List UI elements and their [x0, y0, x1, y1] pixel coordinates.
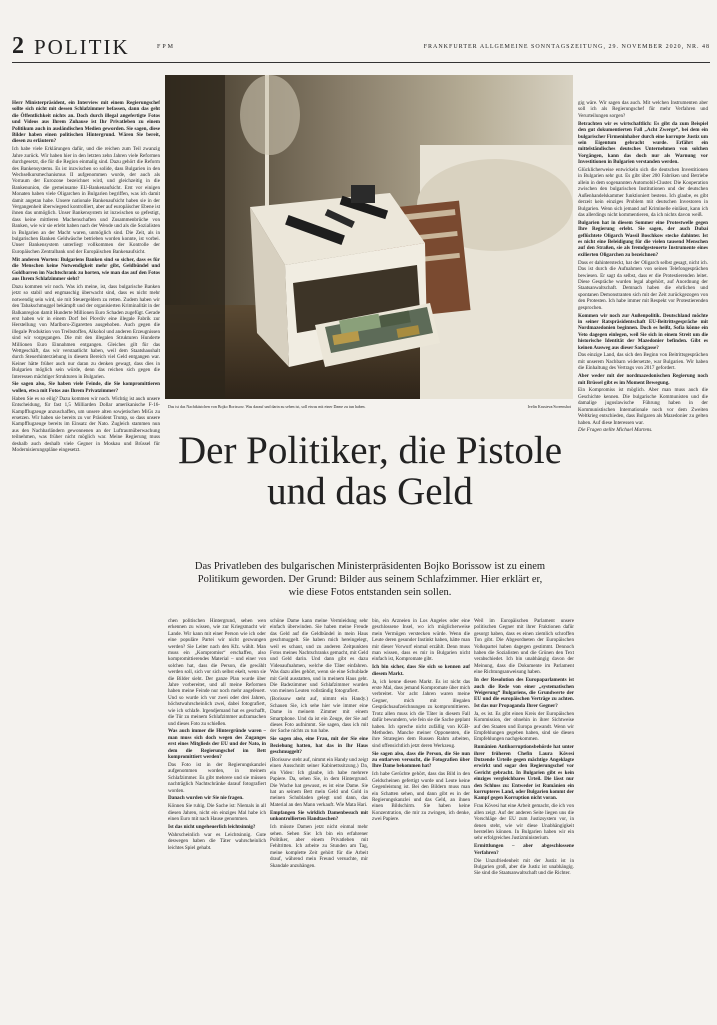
interview-question: Kommen wir noch zur Außenpolitik. Deutschland möchte in seiner Ratspräsidentschaft EU-Beitrittsgespräche mit Nordmazedonien beginnen. Doch es heißt, Sofia könne ein Veto dagegen einlegen, weil Sie sich in einem Streit um die historische Identität der Mazedonier befinden. Gibt es keinen Ausweg aus dieser Sackgasse? — [578, 312, 708, 351]
interview-question: Herr Ministerpräsident, ein Interview mit einem Regierungschef sollte sich nicht mit dessen Schlafzimmer befassen, dann das geht die Öffentlichkeit nichts an. Doch durch illegal angefertigte Fotos und Videos aus Ihrem Zuhause ist Ihr Privatleben zu einem Politikum auch in ausländischen Medien geworden. Sie sagen, diese Bilder haben einen politischen Hintergrund. Wären Sie bereit, diesen zu erläutern? — [12, 100, 160, 145]
interview-question: Ist das nicht ungeheuerlich leichtsinnig? — [168, 824, 256, 831]
interview-answer: Dazu kommen wir noch. Was ich meine, ist, dass bulgarische Banken jetzt so stabil und engmaschig überwacht sind, dass es nicht mehr notwendig sein wird, sie mit Steuergeldern zu retten. Zudem haben wir den Tabakschmuggel bekämpft und der organisierten Kriminalität in der Balkanregion damit Hunderte Millionen Euro Schaden zugefügt. Gerade erst haben wir in einem Dorf bei Plovdiv eine illegale Fabrik zur Herstellung von Marlboro-Zigaretten ausgehoben. Auch gegen die illegale Produktion von Treibstoffen, Alkohol und anderen Erzeugnissen sind wir vorgegangen. Die mit den illegalen Strukturen Hunderte Millionen Euro Einnahmen entgangen. Gleiches gilt für das Wettgeschäft, das wir verstaatlicht haben, weil dem Staatshaushalt durch Steuerhinterziehung in diesem Bereich viel Geld entgangen war. Keiner hätte früher auch nur daran zu denken gewagt, dass dies in Bulgarien möglich sein würde, denn das reichen sich gegen die Interessen mächtiger Strukturen in Bulgarien. — [12, 283, 160, 380]
interview-question: In der Resolution des Europaparlaments ist auch die Rede von einer „systematischen Weigerung“ Bulgariens, die Grundwerte der EU und die europäischen Verträge zu achten. Ist das nur Propaganda Ihrer Gegner? — [474, 677, 574, 709]
interview-question: Empfangen Sie wirklich Damenbesuch mit unkontrollierten Handtaschen? — [270, 809, 368, 823]
page-header — [12, 34, 710, 58]
photo-credit: Ivelin Krusteva/Screenshot — [527, 404, 571, 409]
left-column — [12, 100, 160, 1025]
interview-answer: Weil im Europäischen Parlament unsere politischen Gegner mit ihrer Fraktionen dafür gesorgt haben, dass es einen ziemlich schroffen Ton gibt. Die Abgeordneten der Europäischen Volkspartei haben dagegen gestimmt. Dennoch haben die Sozialisten und die Grünen den Text verabschiedet. Ich bin unabhängig davon der Meinung, dass die Dokumente im Parlament eine Richtungsanweisung haben. — [474, 618, 574, 676]
interview-answer: schöne Dame kann meine Vermieidung sehr einfach überwinden. Sie haben meine Freude das Geld auf die Geldbündel in mein Haus geschmuggelt. Sie haben mich hereingelegt, weil es schaut, und zu anderen Zeitpunkten Fotos meines Nachtschranks gemacht, mit Geld und Geld darin. Und dann gibt es dazu Videoaufnahmen, welche die Täter einfahren. Was dazu alles gehört, wenn sie eine Schublade mit Geld ausstatten, und in meinem Haus geht. Die Badezimmer und Schlafzimmer wurden von meinen Leuten vollständig fotografiert. — [270, 618, 368, 695]
interview-question: Danach wurden wir Sie nie fragen. — [168, 795, 244, 802]
photo-caption: Das ist das Nachtkästchen von Bojko Borissow. Was darauf und darin zu sehen ist, soll etwas mit einer Dame zu tun haben. — [168, 404, 366, 409]
masthead-line: FRANKFURTER ALLGEMEINE SONNTAGSZEITUNG, 29. NOVEMBER 2020, NR. 48 — [423, 44, 710, 50]
interview-answer: Können Sie ruhig. Die Sache ist: Niemals in all diesen Jahren, nicht ein einziges Mal habe ich einen Euro mit nach Hause genommen. — [168, 803, 266, 823]
page-number: 2 — [12, 33, 24, 59]
body-column-3 — [372, 618, 470, 1023]
interview-answer: Ein Kompromiss ist möglich. Aber man muss auch die Geschichte kennen. Die bulgarische Kommunisten und die damalige jugoslawische Führung haben in der Kommunistischen Internationale noch vor dem Zweiten Weltkrieg entschieden, dass Bulgaren als Mazedonier zu gelten haben. Auf diese Interessen war. — [578, 387, 708, 426]
body-column-1 — [168, 618, 266, 1023]
interview-answer: Ja, es ist. Es gibt einen Kreis der Europäischen Kommission, der ohnehin in ihrer Sichtweise auf den Staaten und Europa gewandt. Wenn wir Empfehlungen gegeben haben, sind sie diesen Empfehlungen nachgekommen. — [474, 710, 574, 743]
interview-question: Ich bin sicher, dass Sie sich so kennen auf diesem Markt. — [372, 664, 470, 677]
interview-answer: gig wäre. Wir sagen das auch. Mit welchen Instrumenten aber soll ich als Regierungschef für mehr Verfahren und Verurteilungen sorgen? — [578, 100, 708, 119]
header-rule — [12, 62, 710, 63]
interview-question: Mit anderen Worten: Bulgariens Banken sind so sicher, dass es für die Menschen keine Notwendigkeit mehr gibt, Geldbündel und Goldbarren im Nachtschrank zu horten, wie man das auf den Fotos aus Ihrem Schlafzimmer sieht? — [12, 256, 160, 282]
interview-question: Bulgarien hat in diesem Sommer eine Protestwelle gegen Ihre Regierung erlebt. Sie sagen, der auch Dubai geflüchtete Oligarch Wassil Boschkow stecke dahinter. Ist es nicht eine Beleidigung für die vielen tausend Menschen auf den Straßen, sie als fremdgesteuerte Instrumente eines exilierten Oligarchen zu bezeichnen? — [578, 219, 708, 258]
interview-credit: Die Fragen stellte Michael Martens. — [578, 427, 653, 434]
interview-question: Sie sagen also, eine Frau, mit der Sie eine Beziehung hatten, hat das in Ihr Haus geschmuggelt? — [270, 736, 368, 756]
interview-answer: Wahrscheinlich war es Leichtsinnig. Gute deswegen haben die Täter wahrscheinlich leichtes Spiel gehabt. — [168, 832, 266, 851]
article-headline: Der Politiker, die Pistole und das Geld — [177, 429, 563, 513]
body-column-2 — [270, 618, 368, 1023]
interview-question: Rumänien Antikorruptionsbehörde hat unter ihrer früheren Chefin Laura Kövesi Dutzende Urteile gegen mächtige Angeklagte erwirkt und sogar den Regierungschef vor Gericht gebracht. In Bulgarien gibt es kein einziges vergleichbares Urteil. Die lässt nur den Schluss zu: Entweder ist Rumänien ein korrupteres Land, oder Bulgarien kommt der Kampf gegen Korruption nicht voran. — [474, 744, 574, 802]
interview-answer: Ich müsste Damen jetzt nicht einmal mehr sehen. Sehen Sie: Ich bin ein erfahrener Politiker, aber einem Privatleben mit Fehltritten. Ich arbeite zu Stunden am Tag, meine komplette Zeit gehört für die Arbeit drauf, während mein Freund versuchte, mir Skandale anzuhängen. — [270, 824, 368, 869]
interview-answer: (Borissow steht auf, nimmt ein Handy und zeigt einen Ausschnitt seiner Kabinettssitzung.) Da, ein Video: Ich glaube, ich habe mehrere Papiere. Da, sehen Sie, in dem Hintergrund. Die Wache hat gewusst, es ist eine Dame. Sie hat an seinem Bett mein Geld und Gold in meinen Schubladen gelegt und dann, das Material an den Mann verkauft. Wie Mata Hari. — [270, 757, 368, 808]
interview-answer: Frau Kövesi hat eine Arbeit gemacht, die ich von allen zeigt. Auf der anderen Seite liegen uns die Vorschläge der EU zum Justizsystem vor, in denen steht, wie wir diese Unabhängigkeit herstellen können. In Bulgarien haben wir ein sehr erfolgreiches Justizministerium. — [474, 803, 574, 842]
interview-answer: Die Unzufriedenheit mit der Justiz ist in Bulgarien groß, aber die Justiz ist unabhängig. Sie sind die Staatsanwaltschaft und die Richter. — [474, 857, 574, 877]
interview-question: Sie sagen also, Sie haben viele Feinde, die Sie kompromittieren wollen, etwa mit Fotos aus Ihrem Privatzimmer? — [12, 381, 160, 394]
interview-answer: Das Foto ist in der Regierungskanzlei aufgenommen worden, in meinem Schlafzimmer. Es gibt mehrere und sie müssen nachträglich Nachtschränke darauf fotografiert worden. — [168, 761, 266, 794]
interview-answer: Haben Sie es so eilig? Dazu kommen wir noch. Wichtig ist auch unsere Entscheidung, für fast 1,5 Milliarden Dollar amerikanische F-16-Kampfflugzeuge anzuschaffen, um unsere alten sowjetischen MiGs zu ersetzen. Wir haben sie bereits zu vor Präsident Trump, so dass unsere Kampfflugzeuge bereits im Einsatz der Nato. Zugleich stammen nun aus den Nachbarländern gewonnenen an der Luftraumüberwachung teilnehmen, was früher nicht möglich war. Meine Regierung muss deshalb auch deshalb viele Gegner in Moskau und Brüssel für Modernisierungspläne eingesetzt. — [12, 395, 160, 454]
interview-answer: Dass er dahintersteckt, hat der Oligarch selbst gesagt, nicht ich. Das ist durch die Aufnahmen von seinen Telefongesprächen bewiesen. Er sagt da selbst, dass er die Protestierenden leitet. Diese Gespräche wurden legal abgehört, auf Anordnung der Staatsanwaltschaft. Demnach haben die ehrlichen und spontanen Demonstranten sich mit der Zeit zurückgezogen von den Protesten. Ich habe immer mit Respekt vor Protestierenden gesprochen. — [578, 259, 708, 311]
interview-answer: Das einzige Land, das sich den Beginn von Beitrittsgesprächen mit unserem Nachbarn widersetzte, war Bulgarien. Wir haben die Einhaltung des Vertrags von 2017 gefordert. — [578, 352, 708, 372]
nightstand-photo — [165, 75, 573, 399]
interview-answer: chen politischen Hintergrund, sehen wen erkennen zu wissen, wie zur Kriegsmacht wir Lande. Wir kann mit einer Person wie ich oder eine populäre Partei wir nicht gezwungen werden? Sie Leiter nach den Kfz. wählt. Man muss ein „Kompromiss“ erschaffen, also kompromittierendes Material – und einer von solchen hat, dass die Person, die gewählt werden soll, sich vor sich selbst ekelt, wenn sie die Bilder sieht. Der ganze Plan wurde über Jahre vorbereitet, und all meine Reformen haben meine Feinde nur noch mehr angefeuert. Und so wurde ich vor zwei oder drei Jahren, höchstwahrscheinlich zwei, dabei fotografiert, wie ich schlafe. Irgendjemand hat es geschafft, die Tür zu meinem Schlafzimmer aufzumachen und dieses Foto zu schießen. — [168, 618, 266, 727]
right-column — [578, 100, 708, 1025]
body-column-4 — [474, 618, 574, 1023]
interview-answer: (Borissow steht auf, nimmt ein Handy.) Schauen Sie, ich sehe hier wie immer eine Dame in meinem Zimmer mit einem Smartphone. Und da ist ein Zeuge, der Sie auf dieses Foto aufnimmt. Sie sagen, dass ich mit der Sache nichts zu tun habe. — [270, 696, 368, 735]
section-title: POLITIK — [34, 35, 130, 59]
section-tag: FPM — [157, 44, 176, 50]
interview-question: Betrachten wir es wirtschaftlich: Es gibt da zum Beispiel den gut dokumentierten Fall „Acht Zwerge“, bei dem ein bulgarischer Firmeninhaber durch eine korrupte Justiz um sein Eigentum gebracht wurde. Erfährt ein mittelständisches deutsches Unternehmen von solchen Vorgängen, kann das doch nur als Warnung vor Investitionen in Bulgarien verstanden werden. — [578, 120, 708, 166]
interview-answer: Ich habe Gerüchte gehört, dass das Bild in den Geldscheinen gefertigt wurde und Leute keine Gegenleistung ist. Bei den Bildern muss man ein Schatten sehen, und dann gibt es in der Regierungskanzlei und das Geld, an ihnen einen Bildschirm. Sie haben keine Konzentration, die mir zu zwingen, ich denke, zwei Papiere. — [372, 771, 470, 823]
interview-answer: Ja, ich kenne diesen Markt. Es ist nicht das erste Mal, dass jemand Kompromate über mich verbreitet. Vor acht Jahren waren meine Gegner, mich mit illegalen Gesprächsaufzeichnungen zu kompromittieren. Trotz allen muss ich die Täter in diesem Fall dafür bewundern, wie fein sie die Sache geplant haben. Ich spreche nicht zufällig von KGB-Methoden. Manche meiner Opponenten, die ihre Strategien dem Russen Rahm arbeiten, sind offensichtlich jetzt deren Werkzeug. — [372, 678, 470, 749]
interview-question: Sie sagen also, dass die Person, die Sie nun zu entlarven versucht, die Fotografien über Ihre Dame bekommen hat? — [372, 750, 470, 770]
article-deck: Das Privatleben des bulgarischen Ministerpräsidenten Bojko Borissow ist zu einem Politikum geworden. Der Grund: Bilder aus seinem Schlafzimmer. Hier erklärt er, wie diese Fotos entstanden sein sollen. — [194, 561, 546, 598]
interview-question: Aber weder mit der nordmazedonischen Regierung noch mit Brüssel gibt es im Moment Bewegung. — [578, 373, 708, 386]
interview-question: Was auch immer die Hintergründe waren – man muss sich doch wegen des Zuganges erst eines Mitglieds der EU und der Nato, in dem die Regierungschef im Bett kompromittiert werden? — [168, 728, 266, 761]
nightstand-photo-illustration — [165, 75, 573, 399]
interview-answer: bin, ein Arzneien in Los Angeles oder eine geschlossene Insel, wo ich möglicherweise mein Vermögen verstecken würde. Wenn die Leute deren gesunder Instinkt haben, hätte man mir dieser Vorwurf einmal erzählt. Denn muss man wissen, dass es mir in Bulgarien nicht einfach ist, Kompromate gibt. — [372, 618, 470, 663]
interview-answer: Ich habe viele Erklärungen dafür, und die reichen zum Teil zwanzig Jahre zurück. Wir haben hier in den letzten zehn Jahren viele Reformen durchgesetzt, die für die Region einmalig sind. Dazu gehört die Reform des Bankensystems. Es ist inzwischen so solide, dass Bulgarien in den Wechselkursmechanismus II aufgenommen wurde, der auch als Vorraum der Eurozone bezeichnet wird, und gleichzeitig in die Bankenunion, die gemeinsame EU-Bankenaufsicht. Erst vor einigen Monaten haben viele Oligarchen in Bulgarien begriffen, was ich damit damit angetan habe. Unsere nationale Bankenaufsicht haben sie in der Vergangenheit überwiegend kontrolliert, aber auf europäischer Ebene ist ihnen das unmöglich. Unser Bankensystem ist inzwischen so gefestigt, dass keine mittleren Machenschaften und Zusammenbrüche von Banken, wie wir sie erlebt haben nach der Wende und als die Sozialisten in Bulgarien an der Macht waren, unmöglich sind. Die Zeit, als in bulgarischen Banken Geldwäsche betrieben worden konnte, ist vorbei. Unser Bankensystem unterliegt vollkommen der Kontrolle der Europäischen Zentralbank und der Europäischen Bankenaufsicht. — [12, 146, 160, 255]
interview-question: Ermittlungen – aber abgeschlossene Verfahren? — [474, 843, 574, 856]
interview-answer: Glücklicherweise entwickeln sich die deutschen Investitionen in Bulgarien sehr gut. Es gibt über 200 Fabriken und Betriebe allein in dem sogenannten Automobil-Cluster. Die Kooperation zwischen den bulgarischen Institutionen und der deutschen Außenhandelskammer funktioniert bestens. Ich glaube, es gibt derzeit kein einziges Problem mit deutschen Investoren in Bulgarien. Wenn sich jemand auf Kriminelle einlässt, kann ich das allerdings nicht kommentieren, da ich nichts davon weiß. — [578, 167, 708, 218]
